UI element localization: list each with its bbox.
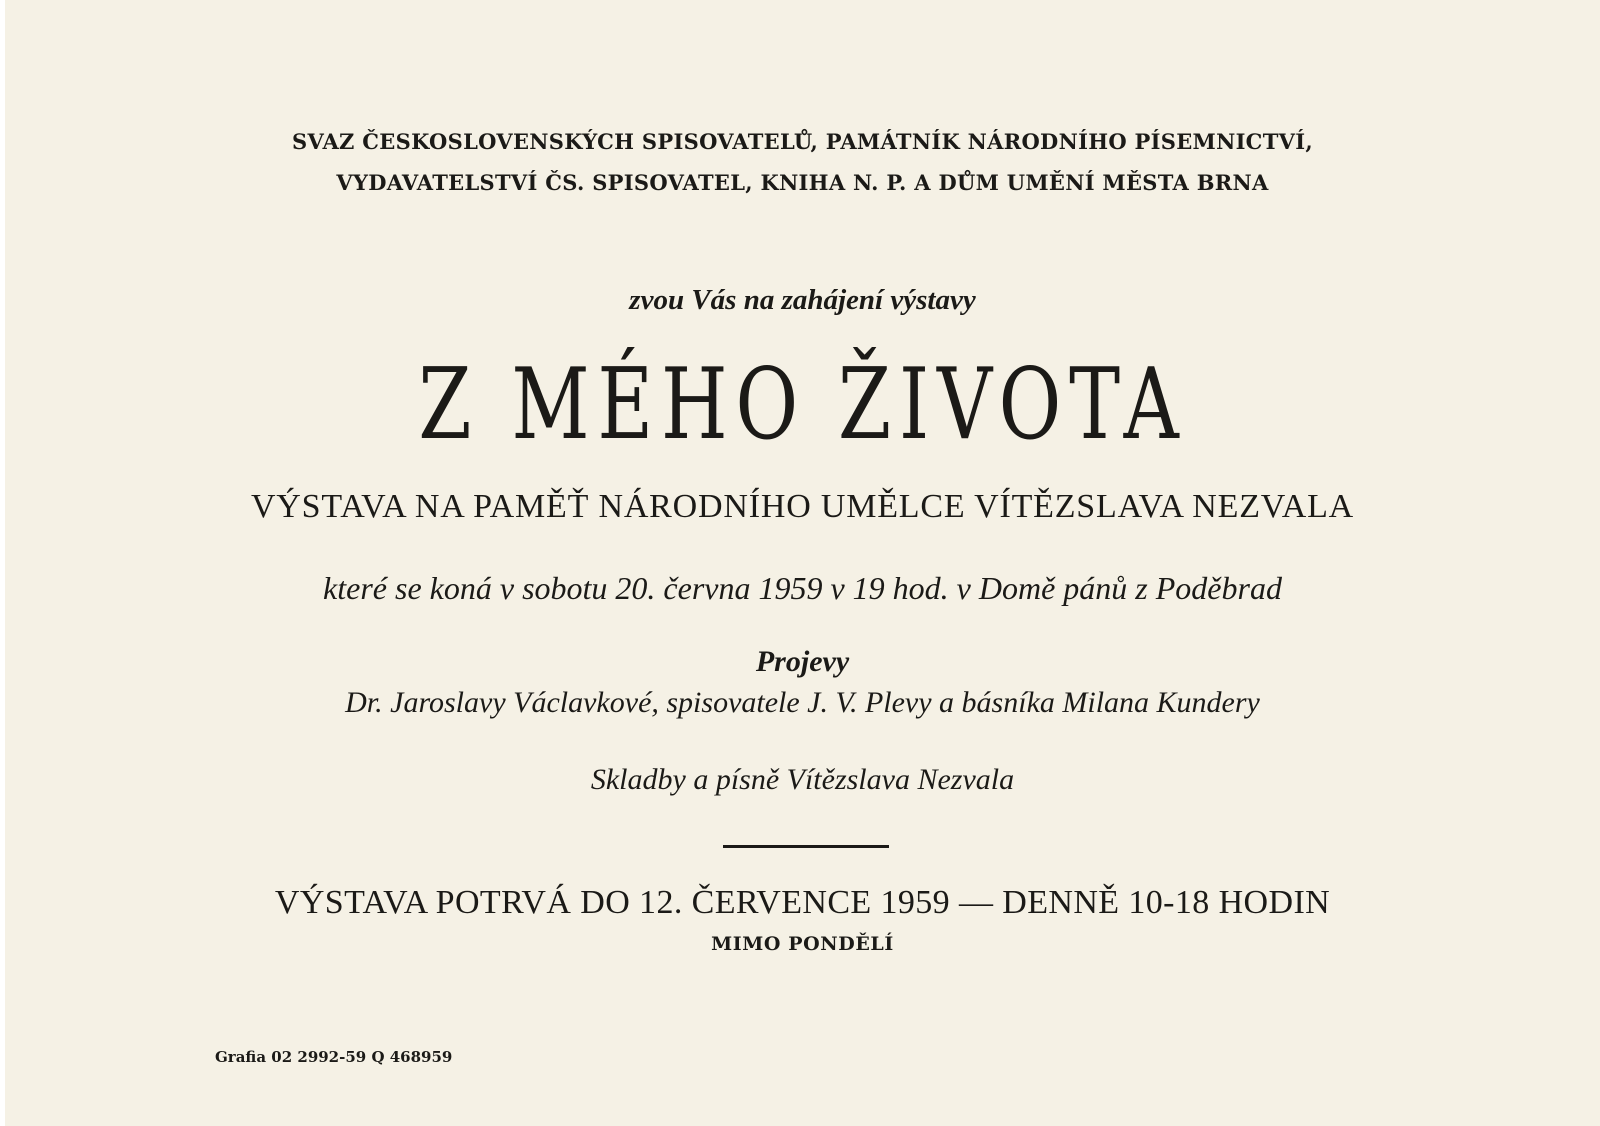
exhibition-title: Z MÉHO ŽIVOTA — [418, 348, 1187, 462]
closed-days-note: MIMO PONDĚLÍ — [711, 933, 894, 955]
speakers-list: Dr. Jaroslavy Václavkové, spisovatele J. V. Plevy a básníka Milana Kundery — [345, 686, 1260, 719]
organizers-line-1: SVAZ ČESKOSLOVENSKÝCH SPISOVATELŮ, PAMÁTNÍK NÁRODNÍHO PÍSEMNICTVÍ, — [292, 129, 1313, 154]
speeches-heading: Projevy — [755, 645, 850, 678]
exhibition-duration: VÝSTAVA POTRVÁ DO 12. ČERVENCE 1959 — DENNĚ 10-18 HODIN — [274, 884, 1331, 921]
divider-rule — [723, 845, 889, 848]
music-program: Skladby a písně Vítězslava Nezvala — [590, 763, 1015, 796]
event-details: které se koná v sobotu 20. června 1959 v 19 hod. v Domě pánů z Poděbrad — [323, 570, 1282, 606]
invitation-text: zvou Vás na zahájení výstavy — [629, 284, 976, 316]
organizers-line-2: VYDAVATELSTVÍ ČS. SPISOVATEL, KNIHA N. P. A DŮM UMĚNÍ MĚSTA BRNA — [336, 170, 1269, 195]
printer-imprint: Grafia 02 2992-59 Q 468959 — [215, 1048, 453, 1066]
exhibition-subtitle: VÝSTAVA NA PAMĚŤ NÁRODNÍHO UMĚLCE VÍTĚZSLAVA NEZVALA — [250, 488, 1355, 525]
invitation-card — [5, 0, 1600, 1126]
